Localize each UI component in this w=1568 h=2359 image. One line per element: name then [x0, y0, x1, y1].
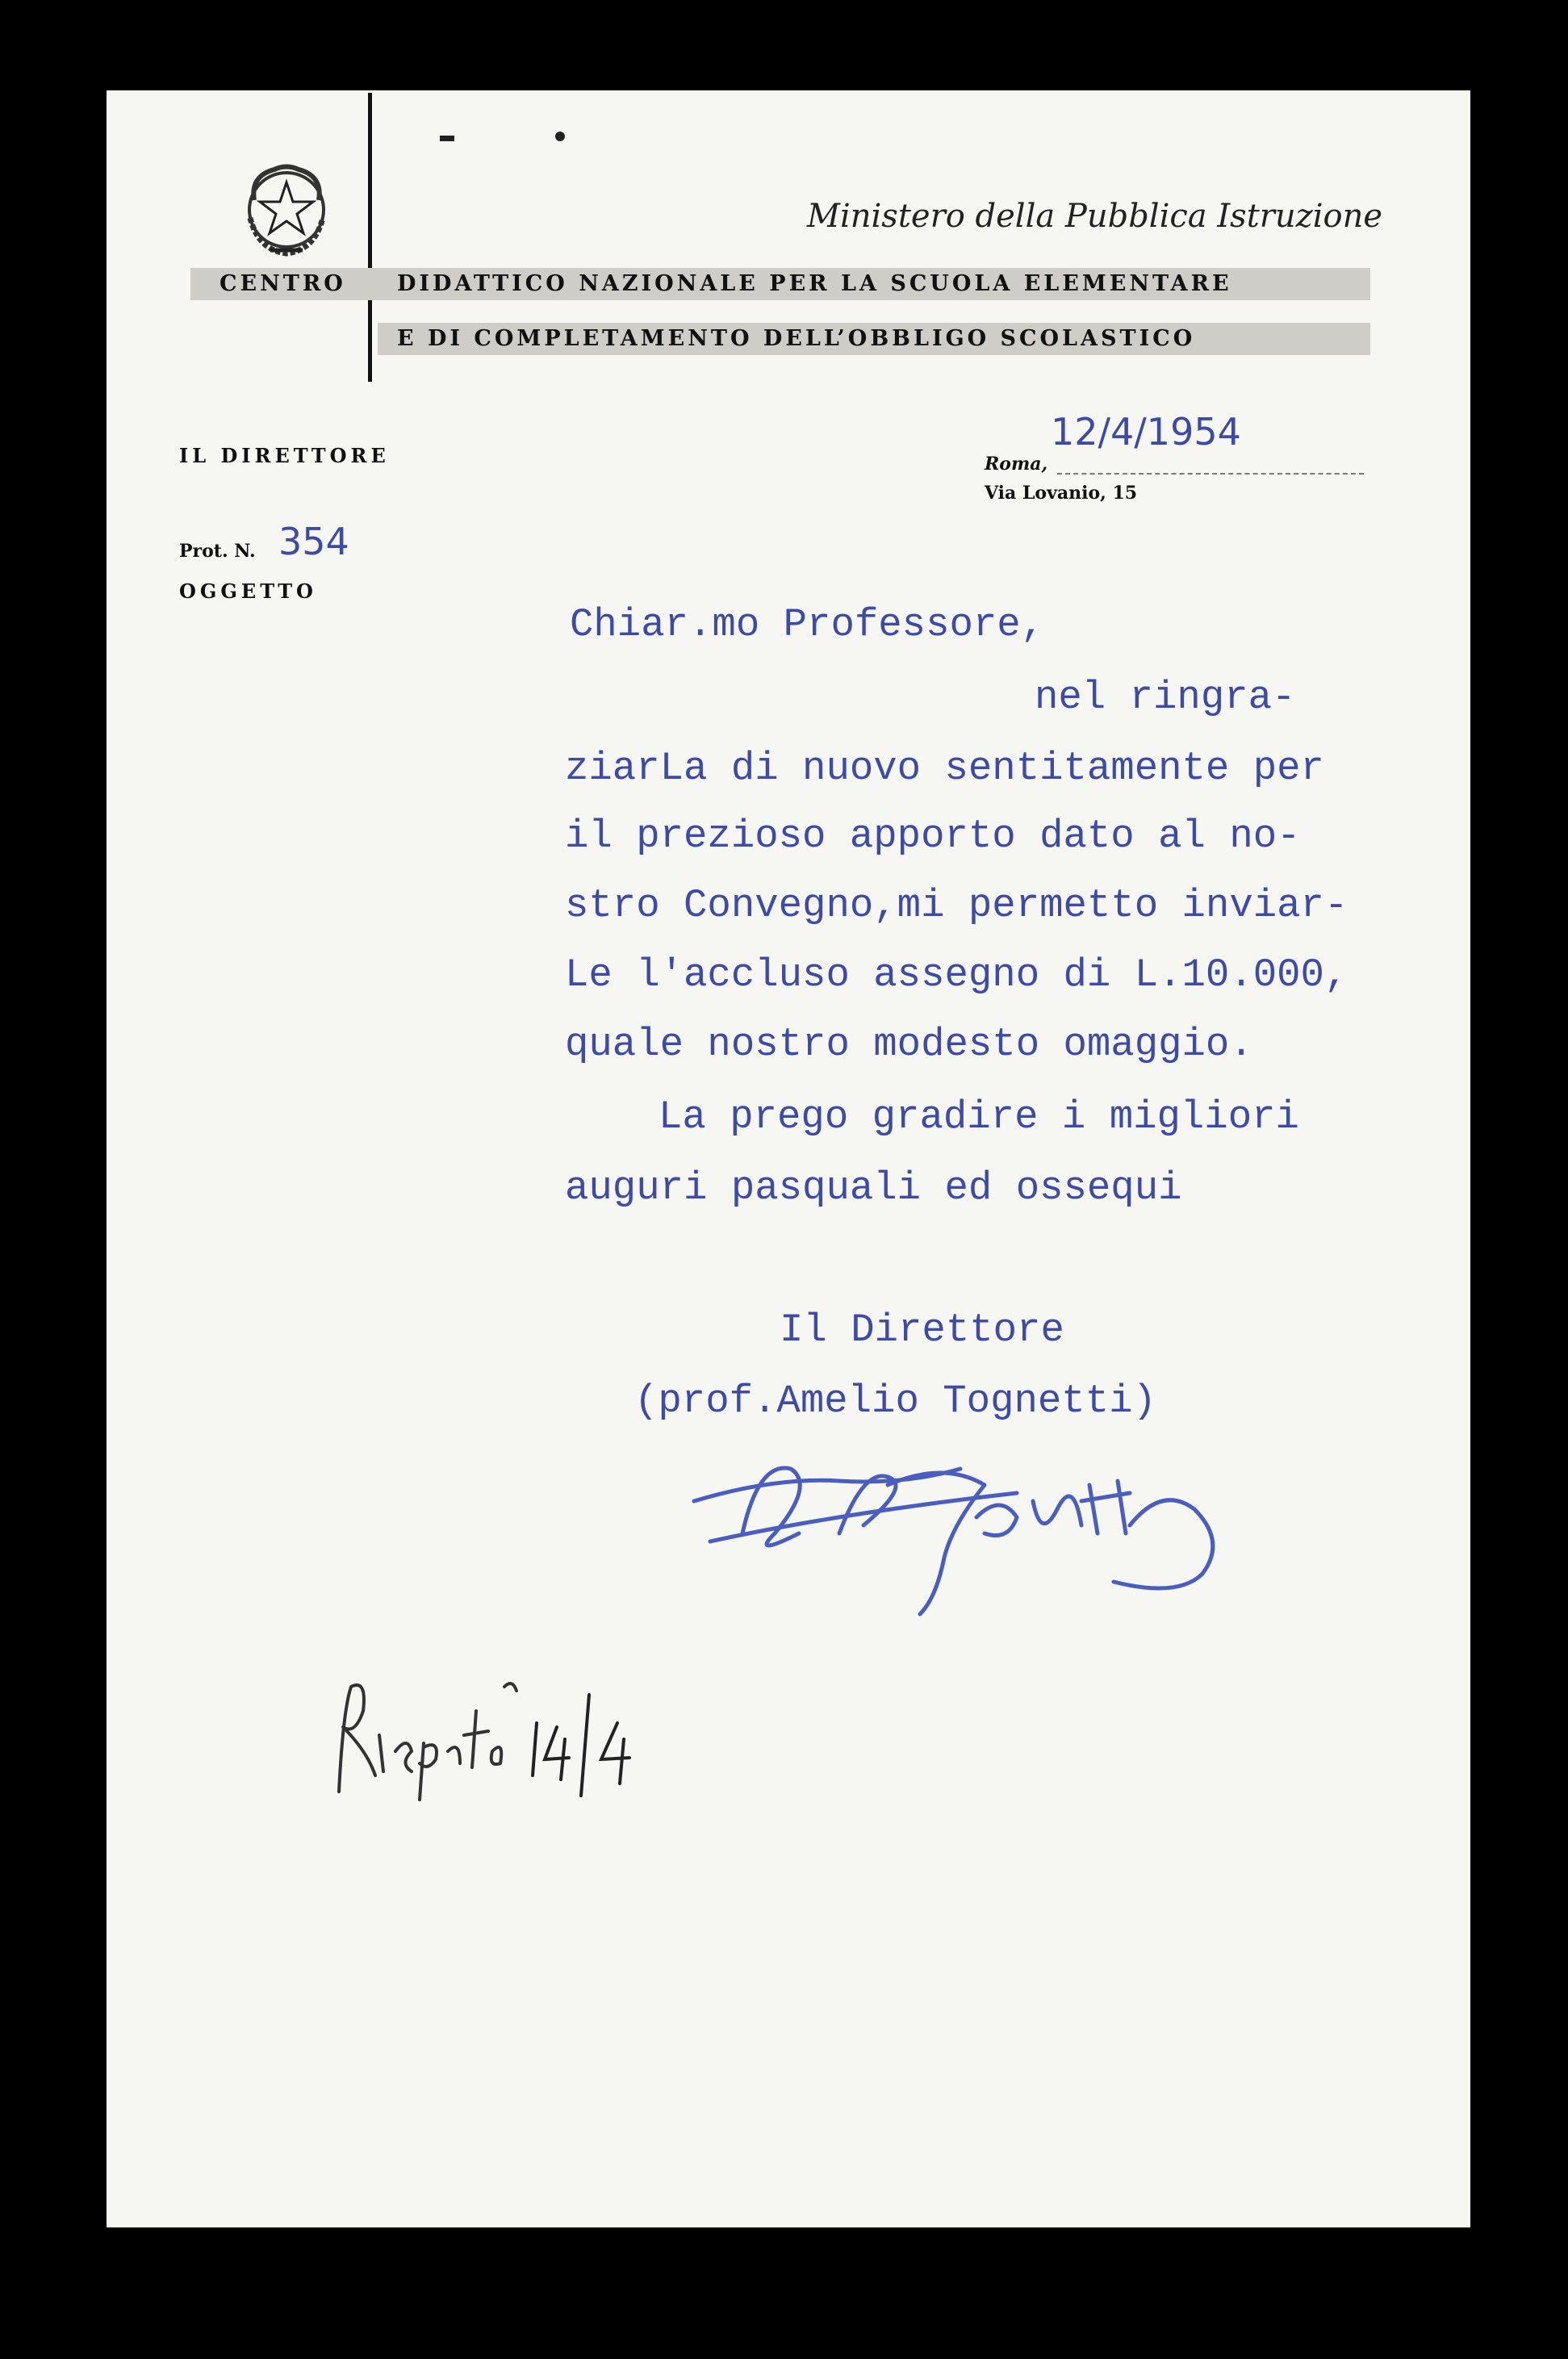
signature	[678, 1437, 1259, 1630]
handwritten-annotation	[319, 1663, 658, 1808]
date-line	[1057, 473, 1364, 475]
paper-mark	[440, 136, 454, 141]
republic-emblem-icon	[234, 160, 339, 265]
header-line-1: DIDATTICO NAZIONALE PER LA SCUOLA ELEMENTARE	[397, 271, 1232, 296]
paper-mark	[555, 132, 565, 141]
prot-number: 354	[278, 520, 349, 563]
salutation: Chiar.mo Professore,	[570, 602, 1045, 647]
body-line: auguri pasquali ed ossequi	[565, 1165, 1182, 1211]
letter-date: 12/4/1954	[1051, 410, 1241, 454]
body-line: ziarLa di nuovo sentitamente per	[565, 746, 1324, 791]
header-line-2: E DI COMPLETAMENTO DELL’OBBLIGO SCOLASTICO	[397, 326, 1196, 351]
closing-title: Il Direttore	[780, 1307, 1064, 1353]
director-label: IL DIRETTORE	[179, 444, 390, 467]
place-label: Roma,	[985, 454, 1048, 475]
body-line: nel ringra-	[1035, 675, 1296, 720]
body-line: Le l'accluso assegno di L.10.000,	[565, 952, 1348, 998]
subject-label: OGGETTO	[179, 579, 317, 603]
letterhead-divider	[368, 93, 372, 382]
header-centro: CENTRO	[220, 271, 346, 296]
body-line: il prezioso apporto dato al no-	[565, 814, 1301, 859]
body-line: stro Convegno,mi permetto inviar-	[565, 883, 1348, 928]
body-line: La prego gradire i migliori	[659, 1094, 1299, 1140]
body-line: quale nostro modesto omaggio.	[565, 1022, 1253, 1067]
letter-paper	[107, 90, 1470, 2227]
ministry-name: Ministero della Pubblica Istruzione	[807, 198, 1383, 235]
closing-name: (prof.Amelio Tognetti)	[634, 1378, 1156, 1424]
prot-label: Prot. N.	[179, 541, 256, 562]
address: Via Lovanio, 15	[985, 483, 1138, 504]
